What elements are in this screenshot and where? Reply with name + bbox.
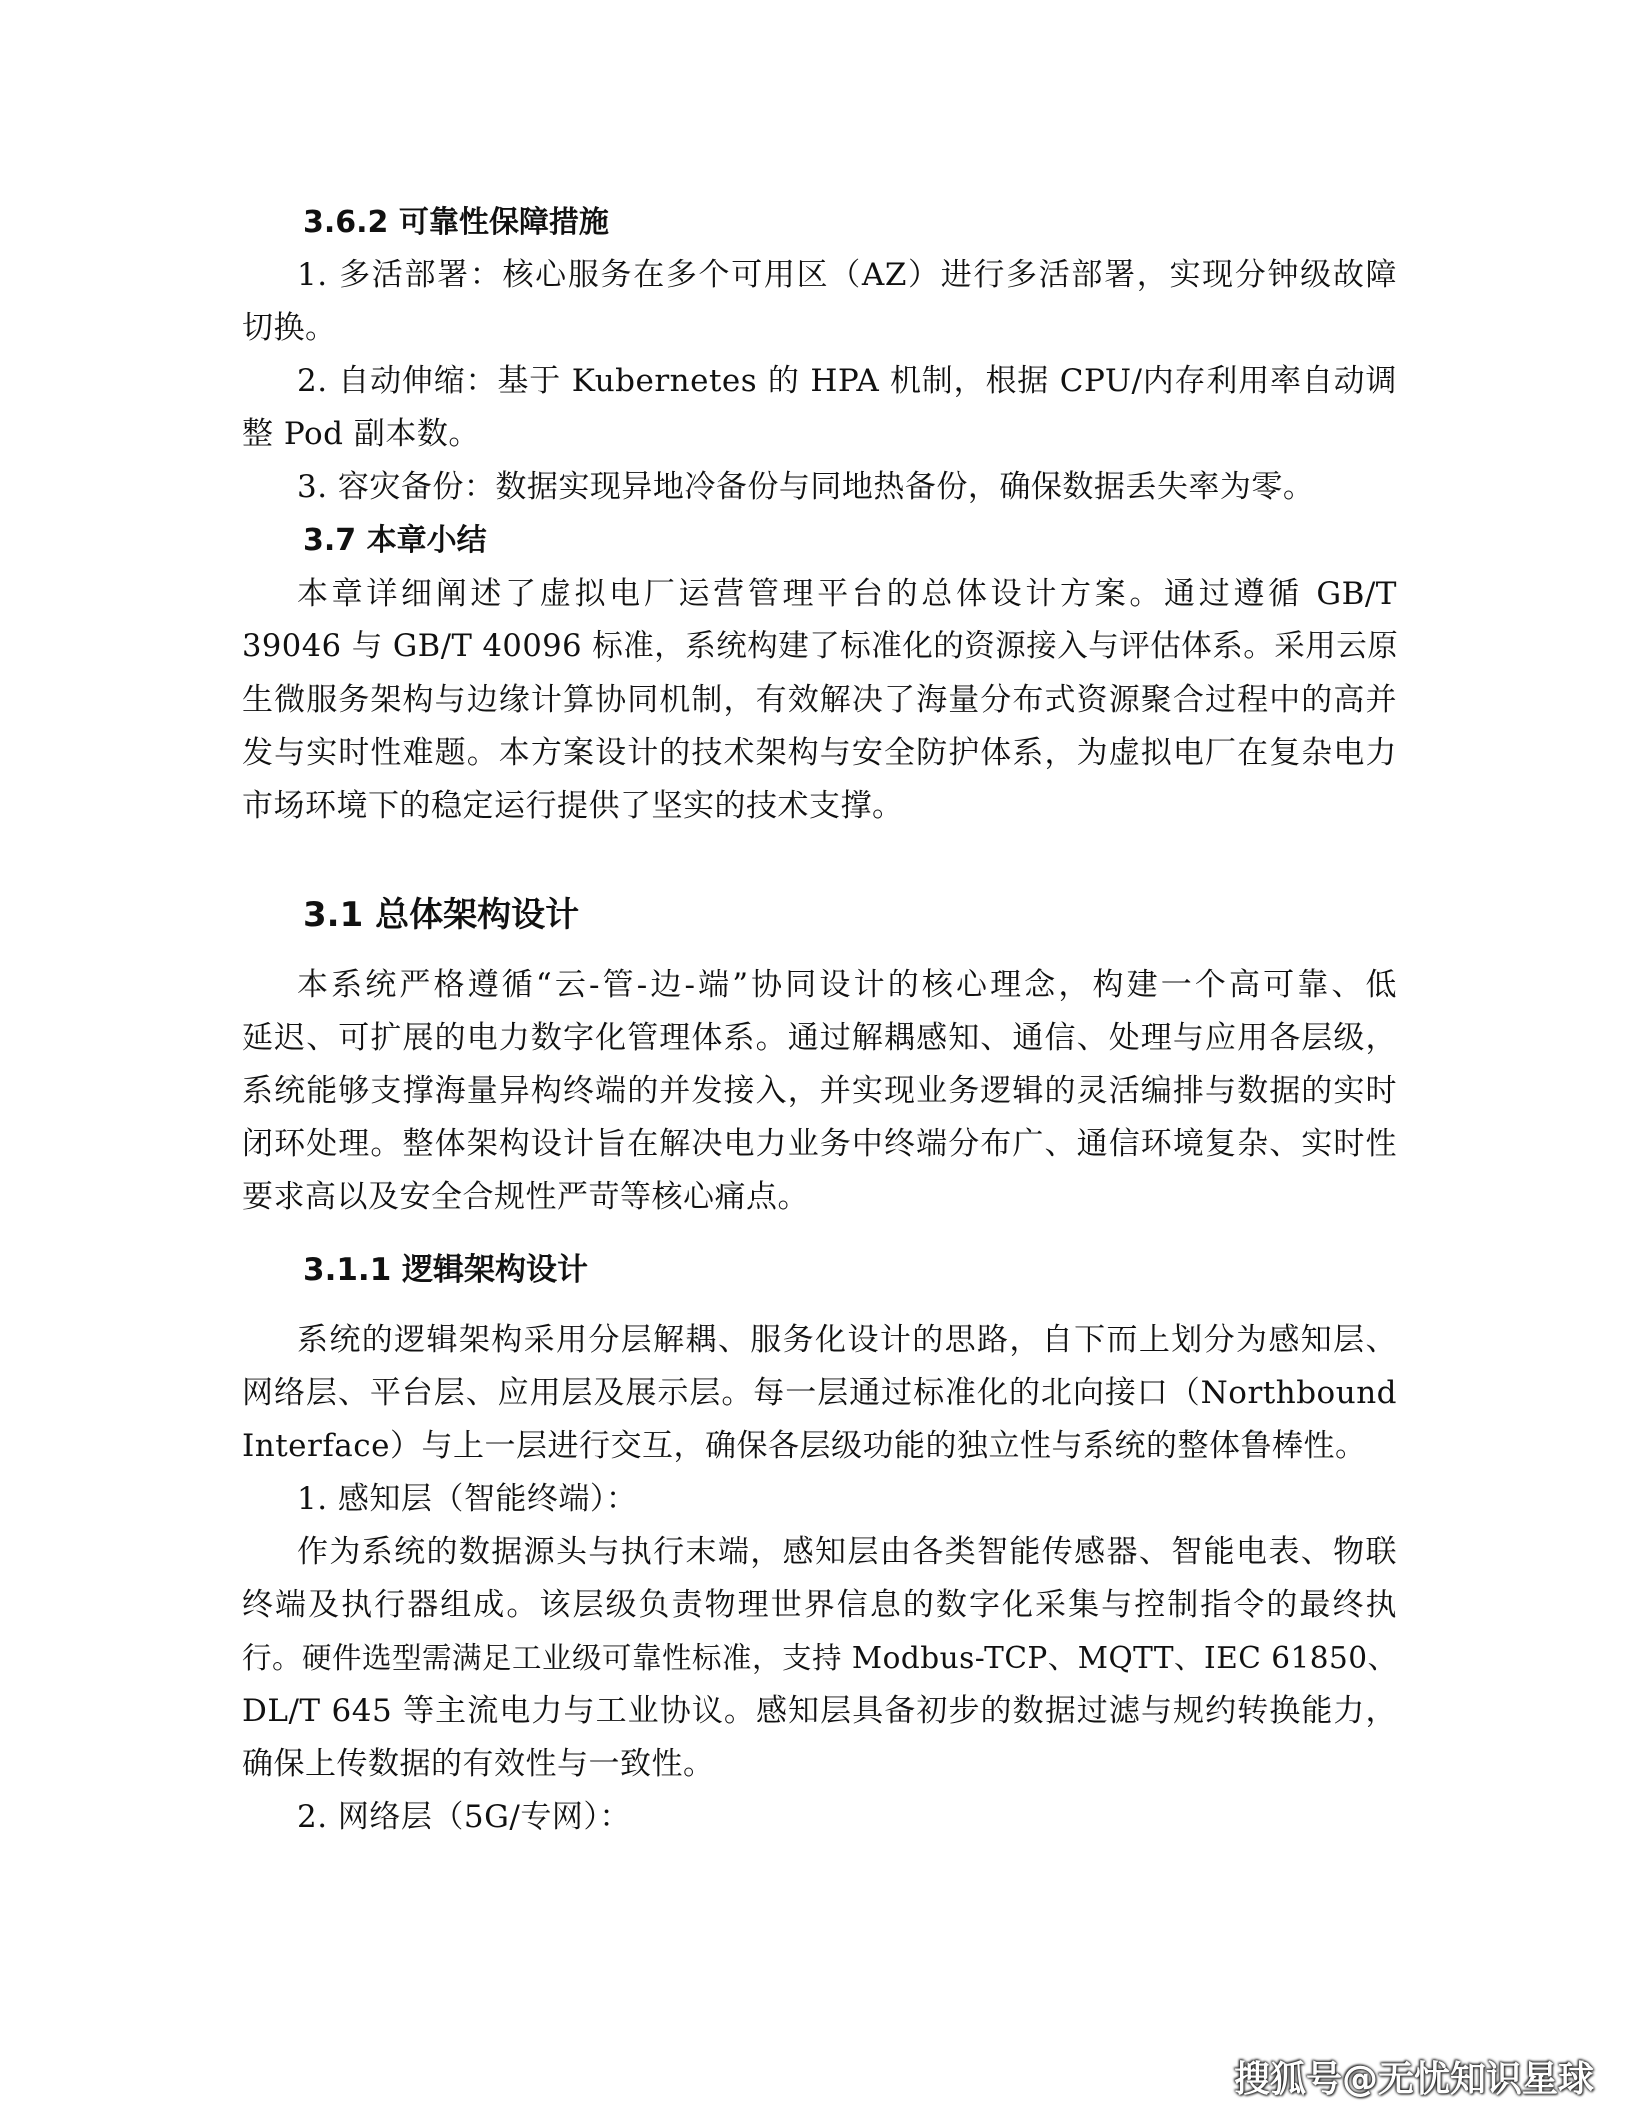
paragraph-line: 系统的逻辑架构采用分层解耦、服务化设计的思路，自下而上划分为感知层、	[297, 1322, 1397, 1358]
paragraph-line: 生微服务架构与边缘计算协同机制，有效解决了海量分布式资源聚合过程中的高并	[242, 682, 1397, 718]
paragraph-line: 39046 与 GB/T 40096 标准，系统构建了标准化的资源接入与评估体系。采用云原	[242, 629, 1399, 664]
section-heading-3-1: 3.1 总体架构设计	[303, 895, 580, 935]
list-item-line: 2. 自动伸缩：基于 Kubernetes 的 HPA 机制，根据 CPU/内存利用率自动调	[297, 363, 1397, 399]
paragraph-line: 要求高以及安全合规性严苛等核心痛点。	[242, 1179, 809, 1215]
paragraph-line: 延迟、可扩展的电力数字化管理体系。通过解耦感知、通信、处理与应用各层级，	[242, 1020, 1397, 1056]
paragraph-line: DL/T 645 等主流电力与工业协议。感知层具备初步的数据过滤与规约转换能力，	[242, 1693, 1397, 1729]
paragraph-line: 本章详细阐述了虚拟电厂运营管理平台的总体设计方案。通过遵循 GB/T	[297, 576, 1397, 612]
paragraph-line: 行。硬件选型需满足工业级可靠性标准，支持 Modbus-TCP、MQTT、IEC 61850、	[242, 1641, 1398, 1675]
paragraph-line: 确保上传数据的有效性与一致性。	[242, 1746, 715, 1782]
paragraph-line: 本系统严格遵循“云-管-边-端”协同设计的核心理念，构建一个高可靠、低	[297, 967, 1397, 1003]
list-item-line: 1. 多活部署：核心服务在多个可用区（AZ）进行多活部署，实现分钟级故障	[297, 257, 1397, 293]
paragraph-line: 终端及执行器组成。该层级负责物理世界信息的数字化采集与控制指令的最终执	[242, 1587, 1397, 1623]
watermark-text: 搜狐号@无忧知识星球	[1233, 2059, 1594, 2100]
section-heading-3-6-2: 3.6.2 可靠性保障措施	[303, 205, 609, 240]
list-item-line: 1. 感知层（智能终端）：	[297, 1481, 638, 1517]
paragraph-line: 系统能够支撑海量异构终端的并发接入，并实现业务逻辑的灵活编排与数据的实时	[242, 1073, 1397, 1109]
paragraph-line: 市场环境下的稳定运行提供了坚实的技术支撑。	[242, 788, 904, 824]
paragraph-line: 网络层、平台层、应用层及展示层。每一层通过标准化的北向接口（Northbound	[242, 1375, 1397, 1411]
section-heading-3-1-1: 3.1.1 逻辑架构设计	[303, 1252, 589, 1288]
paragraph-line: Interface）与上一层进行交互，确保各层级功能的独立性与系统的整体鲁棒性。	[242, 1428, 1367, 1464]
list-item-line: 2. 网络层（5G/专网）：	[297, 1799, 631, 1835]
section-heading-3-7: 3.7 本章小结	[303, 523, 487, 558]
paragraph-line: 发与实时性难题。本方案设计的技术架构与安全防护体系，为虚拟电厂在复杂电力	[242, 735, 1397, 771]
paragraph-line: 作为系统的数据源头与执行末端，感知层由各类智能传感器、智能电表、物联	[297, 1534, 1397, 1570]
paragraph-line: 闭环处理。整体架构设计旨在解决电力业务中终端分布广、通信环境复杂、实时性	[242, 1126, 1397, 1162]
list-item-line: 3. 容灾备份：数据实现异地冷备份与同地热备份，确保数据丢失率为零。	[297, 469, 1315, 505]
list-item-line: 切换。	[242, 310, 337, 346]
list-item-line: 整 Pod 副本数。	[242, 416, 480, 452]
